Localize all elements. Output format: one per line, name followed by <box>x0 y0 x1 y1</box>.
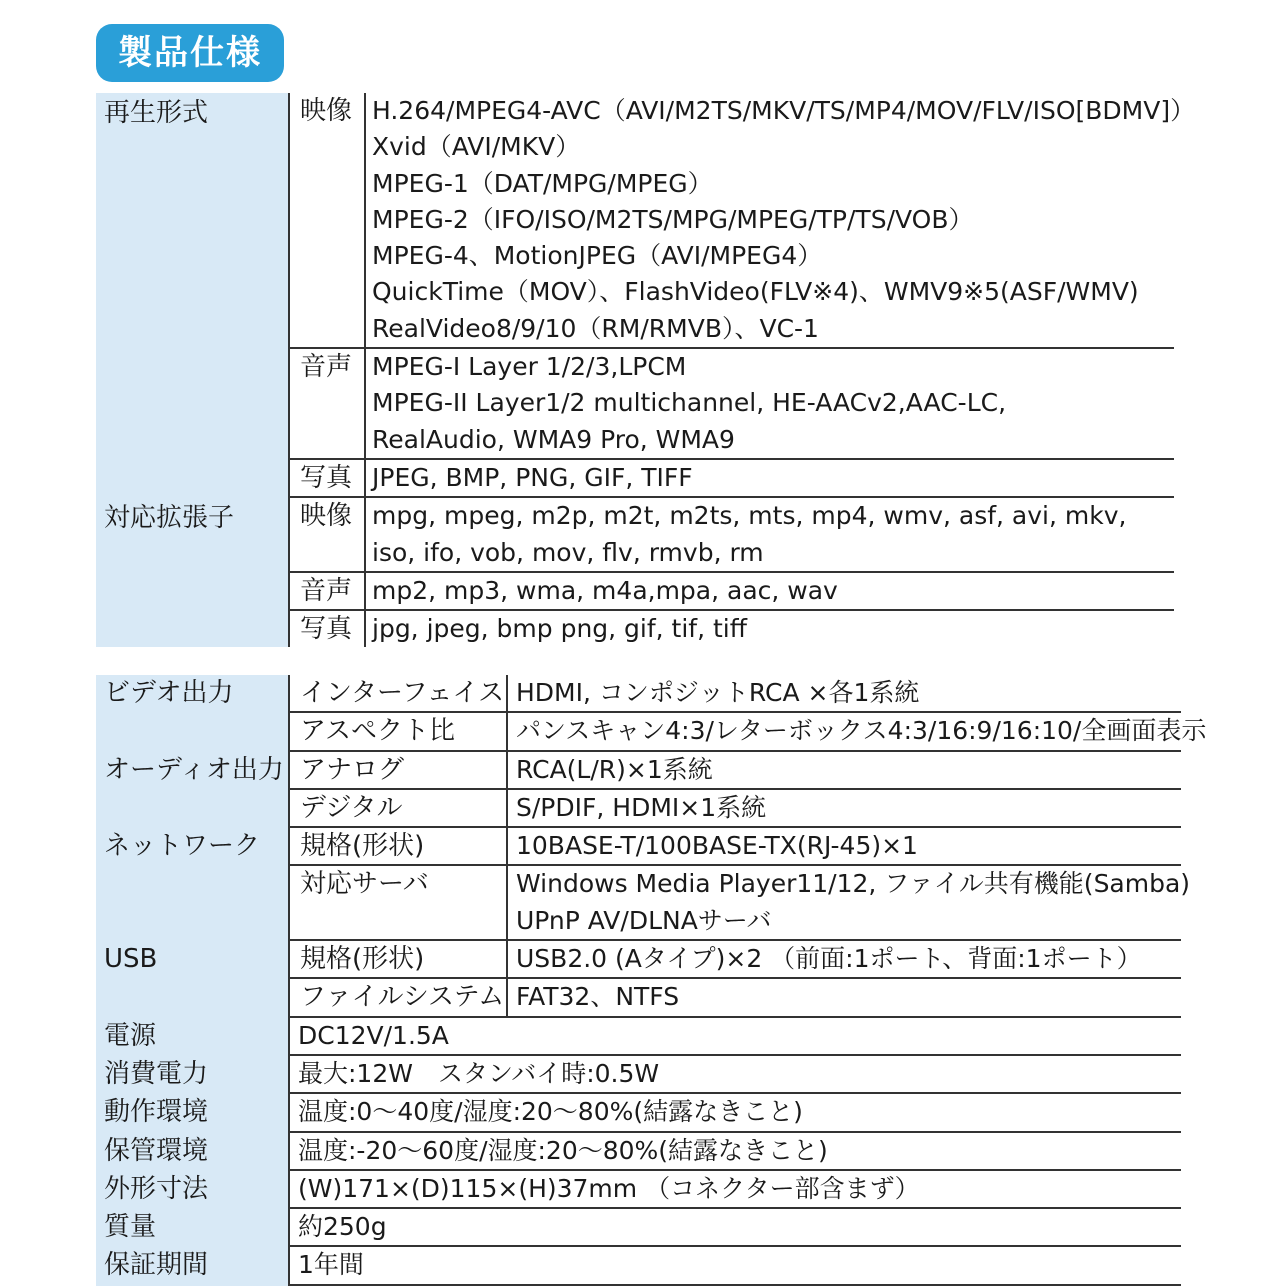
category-label: 動作環境 <box>96 1094 288 1132</box>
spec-row <box>288 1018 1181 1056</box>
spec-group <box>96 498 1174 647</box>
subcategory-label: アスペクト比 <box>288 713 506 749</box>
spec-value <box>506 752 1181 788</box>
value-line: RealVideo8/9/10（RM/RMVB）、VC-1 <box>372 313 819 343</box>
subcategory-label: 対応サーバ <box>288 866 506 939</box>
value-line: 最大:12W スタンバイ時:0.5W <box>298 1058 660 1088</box>
category-label: 電源 <box>96 1018 288 1056</box>
value-line: Windows Media Player11/12, ファイル共有機能(Samba) <box>516 869 1191 899</box>
spec-row <box>288 498 1174 573</box>
spec-row <box>288 752 1181 790</box>
value-line: RCA(L/R)×1系統 <box>516 754 713 784</box>
spec-rows <box>288 93 1196 498</box>
spec-group <box>96 1094 1181 1132</box>
spec-group <box>96 1171 1181 1209</box>
spec-row <box>288 1247 1181 1285</box>
spec-rows <box>288 1056 1181 1094</box>
spec-row <box>288 460 1174 498</box>
subcategory-label: 写真 <box>288 460 364 496</box>
spec-value <box>506 828 1181 864</box>
value-line: iso, ifo, vob, mov, flv, rmvb, rm <box>372 537 764 567</box>
subcategory-label: 映像 <box>288 498 364 571</box>
value-line: 10BASE-T/100BASE-TX(RJ-45)×1 <box>516 831 918 861</box>
spec-rows <box>288 1209 1181 1247</box>
category-label: 質量 <box>96 1209 288 1247</box>
spec-value <box>506 675 1181 711</box>
spec-group <box>96 675 1207 752</box>
spec-value <box>288 1247 1181 1283</box>
spec-group <box>96 1247 1181 1285</box>
subcategory-label: 写真 <box>288 611 364 647</box>
spec-rows <box>288 498 1174 647</box>
spec-rows <box>288 1018 1181 1056</box>
spec-group <box>96 828 1191 941</box>
spec-row <box>288 866 1191 941</box>
spec-group <box>96 1209 1181 1247</box>
spec-row <box>288 1171 1181 1209</box>
spec-row <box>288 573 1174 611</box>
spec-rows <box>288 828 1191 941</box>
spec-rows <box>288 1133 1181 1171</box>
value-line: QuickTime（MOV）、FlashVideo(FLV※4)、WMV9※5(ASF/WMV) <box>372 277 1139 307</box>
value-line: DC12V/1.5A <box>298 1020 449 1050</box>
spec-rows <box>288 1094 1181 1132</box>
section-title: 製品仕様 <box>96 24 284 82</box>
spec-row <box>288 93 1196 349</box>
value-line: HDMI, コンポジットRCA ×各1系統 <box>516 678 920 707</box>
playback-spec-table <box>96 93 1196 647</box>
subcategory-label: 規格(形状) <box>288 828 506 864</box>
subcategory-label: ファイルシステム <box>288 979 506 1015</box>
spec-rows <box>288 1171 1181 1209</box>
spec-rows <box>288 1247 1181 1285</box>
category-label: ビデオ出力 <box>96 675 288 752</box>
value-line: Xvid（AVI/MKV） <box>372 132 581 162</box>
spec-group <box>96 1133 1181 1171</box>
spec-row <box>288 979 1181 1017</box>
spec-value <box>288 1018 1181 1054</box>
value-line: USB2.0 (Aタイプ)×2 （前面:1ポート、背面:1ポート） <box>516 944 1142 974</box>
value-line: jpg, jpeg, bmp png, gif, tif, tiff <box>372 614 747 644</box>
value-line: FAT32、NTFS <box>516 982 680 1012</box>
value-line: 1年間 <box>298 1250 364 1280</box>
value-line: UPnP AV/DLNAサーバ <box>516 905 772 935</box>
spec-value <box>364 498 1174 571</box>
spec-value <box>364 573 1174 609</box>
category-label: ネットワーク <box>96 828 288 941</box>
spec-value <box>506 866 1190 939</box>
subcategory-label: アナログ <box>288 752 506 788</box>
spec-value <box>288 1133 1181 1169</box>
value-line: 温度:0〜40度/湿度:20〜80%(結露なきこと) <box>298 1097 803 1127</box>
spec-rows <box>288 675 1207 752</box>
spec-row <box>288 713 1207 751</box>
category-label: 消費電力 <box>96 1056 288 1094</box>
spec-value <box>288 1209 1181 1245</box>
spec-rows <box>288 752 1181 829</box>
category-label: USB <box>96 941 288 1018</box>
subcategory-label: 規格(形状) <box>288 941 506 977</box>
spec-row <box>288 1209 1181 1247</box>
value-line: H.264/MPEG4-AVC（AVI/M2TS/MKV/TS/MP4/MOV/FLV/ISO[BDMV]） <box>372 96 1196 125</box>
category-label: 対応拡張子 <box>96 498 288 647</box>
spec-row <box>288 675 1181 713</box>
value-line: RealAudio, WMA9 Pro, WMA9 <box>372 424 735 454</box>
spec-value <box>288 1056 1181 1092</box>
value-line: MPEG-II Layer1/2 multichannel, HE-AACv2,AAC-LC, <box>372 388 1007 418</box>
value-line: 温度:-20〜60度/湿度:20〜80%(結露なきこと) <box>298 1135 828 1165</box>
spec-value <box>364 93 1195 347</box>
spec-row <box>288 1094 1181 1132</box>
value-line: mpg, mpeg, m2p, m2t, m2ts, mts, mp4, wmv, asf, avi, mkv, <box>372 501 1127 531</box>
value-line: (W)171×(D)115×(H)37mm （コネクター部含まず） <box>298 1173 920 1203</box>
spec-group <box>96 752 1181 829</box>
value-line: JPEG, BMP, PNG, GIF, TIFF <box>372 462 693 492</box>
spec-row <box>288 941 1181 979</box>
spec-group <box>96 1056 1181 1094</box>
spec-value <box>506 941 1181 977</box>
value-line: MPEG-2（IFO/ISO/M2TS/MPG/MPEG/TP/TS/VOB） <box>372 204 974 234</box>
spec-value <box>364 460 1174 496</box>
spec-value <box>288 1094 1181 1130</box>
spec-value <box>364 349 1174 458</box>
subcategory-label: インターフェイス <box>288 675 506 711</box>
spec-row <box>288 1056 1181 1094</box>
category-label: オーディオ出力 <box>96 752 288 829</box>
spec-group <box>96 1018 1181 1056</box>
spec-value <box>288 1171 1181 1207</box>
value-line: mp2, mp3, wma, m4a,mpa, aac, wav <box>372 575 838 605</box>
value-line: パンスキャン4:3/レターボックス4:3/16:9/16:10/全画面表示 <box>516 716 1207 746</box>
spec-group <box>96 93 1196 498</box>
category-label: 保管環境 <box>96 1133 288 1171</box>
subcategory-label: 映像 <box>288 93 364 347</box>
spec-row <box>288 611 1174 647</box>
subcategory-label: 音声 <box>288 349 364 458</box>
spec-rows <box>288 941 1181 1018</box>
category-label: 再生形式 <box>96 93 288 498</box>
value-line: MPEG-I Layer 1/2/3,LPCM <box>372 352 687 382</box>
spec-value <box>506 790 1181 826</box>
hardware-spec-table <box>96 675 1207 1286</box>
subcategory-label: デジタル <box>288 790 506 826</box>
spec-value <box>506 979 1181 1015</box>
value-line: 約250g <box>298 1212 387 1242</box>
spec-row <box>288 1133 1181 1171</box>
value-line: S/PDIF, HDMI×1系統 <box>516 792 767 822</box>
spec-value <box>506 713 1206 749</box>
category-label: 保証期間 <box>96 1247 288 1285</box>
spec-row <box>288 349 1174 460</box>
spec-value <box>364 611 1174 647</box>
spec-group <box>96 941 1181 1018</box>
category-label: 外形寸法 <box>96 1171 288 1209</box>
value-line: MPEG-4、MotionJPEG（AVI/MPEG4） <box>372 241 823 271</box>
spec-row <box>288 828 1181 866</box>
value-line: MPEG-1（DAT/MPG/MPEG） <box>372 168 713 198</box>
spec-row <box>288 790 1181 828</box>
subcategory-label: 音声 <box>288 573 364 609</box>
